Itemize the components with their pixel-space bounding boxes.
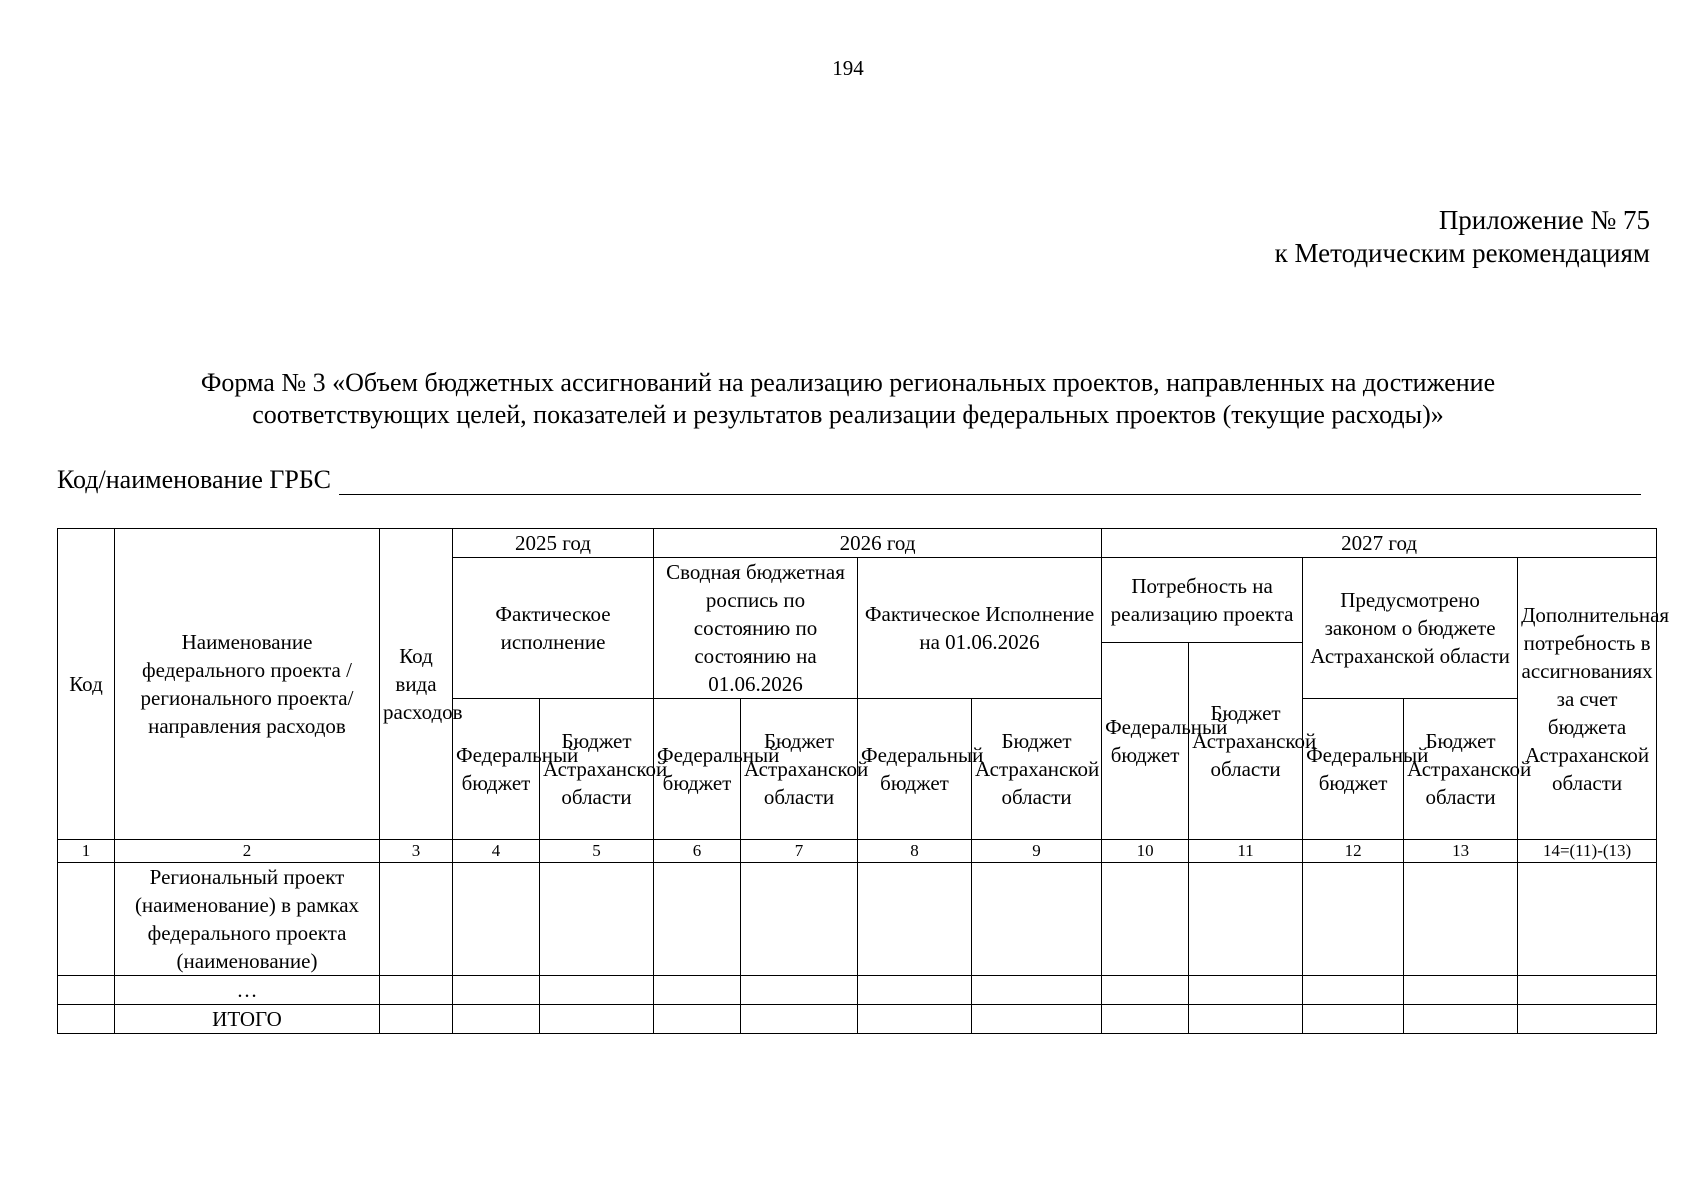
table-row-total — [58, 1005, 1657, 1034]
header-expense-code: Код вида расходов — [380, 529, 453, 840]
cell-name-total: ИТОГО — [115, 1005, 380, 1034]
table-row — [58, 976, 1657, 1005]
cell-name: Региональный проект (наименование) в рамках федерального проекта (наименование) — [115, 863, 380, 976]
header-2026-fact-federal: Федеральный бюджет — [858, 699, 972, 840]
column-number: 4 — [453, 840, 540, 863]
column-number: 10 — [1102, 840, 1189, 863]
cell-value[interactable] — [453, 1005, 540, 1034]
header-2027-law-federal: Федеральный бюджет — [1303, 699, 1404, 840]
cell-value[interactable] — [380, 1005, 453, 1034]
header-2027-law-region: Бюджет Астраханской области — [1404, 699, 1518, 840]
cell-value[interactable] — [540, 1005, 654, 1034]
column-number: 14=(11)-(13) — [1518, 840, 1657, 863]
cell-value[interactable] — [540, 863, 654, 976]
cell-value[interactable] — [972, 863, 1102, 976]
column-number: 11 — [1189, 840, 1303, 863]
cell-value[interactable] — [858, 1005, 972, 1034]
cell-name: … — [115, 976, 380, 1005]
header-fact-2025: Фактическое исполнение — [453, 558, 654, 699]
header-budget-list-2026: Сводная бюджетная роспись по состоянию по состоянию на 01.06.2026 — [654, 558, 858, 699]
cell-value[interactable] — [1189, 1005, 1303, 1034]
header-2027-need-region: Бюджет Астраханской области — [1189, 643, 1303, 840]
cell-value[interactable] — [741, 863, 858, 976]
header-additional-need: Дополнительная потребность в ассигнованиях за счет бюджета Астраханской области — [1518, 558, 1657, 840]
grbs-field — [57, 465, 1641, 495]
form-title-line-2: соответствующих целей, показателей и результатов реализации федеральных проектов (текущие расходы)» — [252, 400, 1444, 429]
cell-value[interactable] — [741, 976, 858, 1005]
cell-value[interactable] — [1303, 1005, 1404, 1034]
cell-code[interactable] — [58, 976, 115, 1005]
column-number: 6 — [654, 840, 741, 863]
table-row — [58, 863, 1657, 976]
column-number: 1 — [58, 840, 115, 863]
header-2026-list-region: Бюджет Астраханской области — [741, 699, 858, 840]
header-year-2025: 2025 год — [453, 529, 654, 558]
cell-value[interactable] — [453, 863, 540, 976]
cell-value[interactable] — [1518, 863, 1657, 976]
header-2026-list-federal: Федеральный бюджет — [654, 699, 741, 840]
header-need-2027: Потребность на реализацию проекта — [1102, 558, 1303, 643]
cell-value[interactable] — [1518, 1005, 1657, 1034]
cell-value[interactable] — [1404, 863, 1518, 976]
cell-value[interactable] — [858, 976, 972, 1005]
header-code: Код — [58, 529, 115, 840]
cell-value[interactable] — [654, 1005, 741, 1034]
column-number: 13 — [1404, 840, 1518, 863]
column-number: 8 — [858, 840, 972, 863]
cell-value[interactable] — [380, 976, 453, 1005]
appendix-line-1: Приложение № 75 — [1438, 205, 1650, 235]
cell-value[interactable] — [858, 863, 972, 976]
cell-value[interactable] — [1518, 976, 1657, 1005]
cell-value[interactable] — [1189, 976, 1303, 1005]
column-number: 3 — [380, 840, 453, 863]
header-2025-federal: Федеральный бюджет — [453, 699, 540, 840]
cell-value[interactable] — [972, 1005, 1102, 1034]
cell-value[interactable] — [1102, 1005, 1189, 1034]
appendix-line-2: к Методическим рекомендациям — [1274, 238, 1650, 268]
cell-value[interactable] — [972, 976, 1102, 1005]
cell-code[interactable] — [58, 863, 115, 976]
header-name: Наименование федерального проекта /регионального проекта/направления расходов — [115, 529, 380, 840]
column-numbers-row — [58, 840, 1657, 863]
form-title-line-1: Форма № 3 «Объем бюджетных ассигнований на реализацию региональных проектов, направленных на достижение — [200, 368, 1496, 397]
header-2025-region: Бюджет Астраханской области — [540, 699, 654, 840]
column-number: 2 — [115, 840, 380, 863]
cell-value[interactable] — [1102, 863, 1189, 976]
column-number: 5 — [540, 840, 654, 863]
header-year-2027: 2027 год — [1102, 529, 1657, 558]
column-number: 9 — [972, 840, 1102, 863]
grbs-input-line[interactable] — [339, 468, 1641, 495]
cell-value[interactable] — [380, 863, 453, 976]
header-2027-need-federal: Федеральный бюджет — [1102, 643, 1189, 840]
cell-value[interactable] — [1102, 976, 1189, 1005]
cell-value[interactable] — [453, 976, 540, 1005]
appendix-reference — [1275, 204, 1650, 270]
page-number: 194 — [832, 56, 864, 80]
cell-value[interactable] — [741, 1005, 858, 1034]
cell-value[interactable] — [1303, 863, 1404, 976]
column-number: 12 — [1303, 840, 1404, 863]
header-2026-fact-region: Бюджет Астраханской области — [972, 699, 1102, 840]
cell-code[interactable] — [58, 1005, 115, 1034]
header-year-2026: 2026 год — [654, 529, 1102, 558]
cell-value[interactable] — [654, 976, 741, 1005]
grbs-label: Код/наименование ГРБС — [57, 465, 331, 494]
cell-value[interactable] — [540, 976, 654, 1005]
cell-value[interactable] — [1189, 863, 1303, 976]
column-number: 7 — [741, 840, 858, 863]
cell-value[interactable] — [1404, 1005, 1518, 1034]
cell-value[interactable] — [654, 863, 741, 976]
header-fact-2026: Фактическое Исполнение на 01.06.2026 — [858, 558, 1102, 699]
cell-value[interactable] — [1303, 976, 1404, 1005]
budget-form-table — [57, 528, 1670, 1034]
cell-value[interactable] — [1404, 976, 1518, 1005]
form-title — [60, 367, 1636, 431]
header-law-2027: Предусмотрено законом о бюджете Астраханской области — [1303, 558, 1518, 699]
